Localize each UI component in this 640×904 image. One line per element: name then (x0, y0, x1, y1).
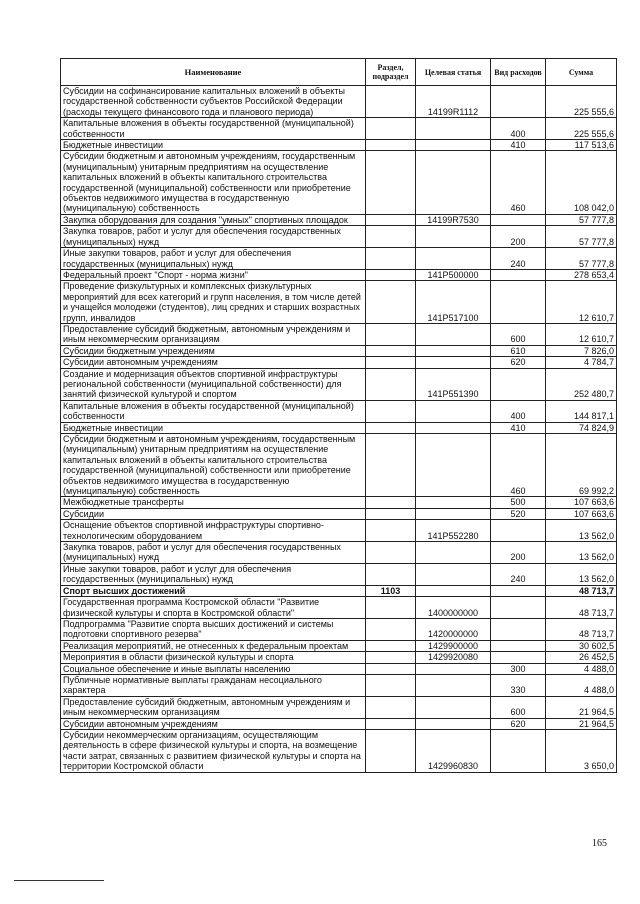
row-name: Иные закупки товаров, работ и услуг для обеспечения государственных (муниципальных) нужд (61, 248, 366, 270)
row-name: Бюджетные инвестиции (61, 140, 366, 151)
row-section (366, 323, 416, 345)
table-row (61, 652, 617, 663)
row-sum: 4 488,0 (546, 674, 617, 696)
row-section (366, 118, 416, 140)
row-sum: 48 713,7 (546, 618, 617, 640)
row-name: Подпрограмма "Развитие спорта высших достижений и системы подготовки спортивного резерва" (61, 618, 366, 640)
row-sum: 12 610,7 (546, 323, 617, 345)
row-section (366, 640, 416, 651)
row-expense (491, 640, 546, 651)
header-article: Целевая статья (416, 59, 491, 86)
table-row (61, 696, 617, 718)
table-row (61, 520, 617, 542)
row-section (366, 400, 416, 422)
row-name: Закупка товаров, работ и услуг для обеспечения государственных (муниципальных) нужд (61, 542, 366, 564)
row-article (416, 118, 491, 140)
row-name: Закупка оборудования для создания "умных" спортивных площадок (61, 214, 366, 225)
header-expense: Вид расходов (491, 59, 546, 86)
row-expense: 620 (491, 357, 546, 368)
table-row (61, 269, 617, 280)
row-article (416, 508, 491, 519)
row-expense (491, 729, 546, 772)
row-section (366, 281, 416, 324)
row-section (366, 214, 416, 225)
table-row (61, 542, 617, 564)
row-expense: 460 (491, 434, 546, 497)
row-section (366, 520, 416, 542)
table-header (61, 59, 617, 86)
row-section (366, 422, 416, 433)
row-expense: 200 (491, 226, 546, 248)
row-article (416, 718, 491, 729)
row-article: 1400000000 (416, 597, 491, 619)
row-expense (491, 597, 546, 619)
table-row (61, 618, 617, 640)
row-expense: 600 (491, 696, 546, 718)
table-row (61, 368, 617, 400)
row-section (366, 563, 416, 585)
row-section (366, 508, 416, 519)
table-row (61, 508, 617, 519)
table-row (61, 640, 617, 651)
row-section (366, 226, 416, 248)
table-row (61, 729, 617, 772)
row-section (366, 434, 416, 497)
row-article: 14199R1112 (416, 86, 491, 118)
row-section (366, 497, 416, 508)
row-name: Государственная программа Костромской области "Развитие физической культуры и спорта в Костромской области" (61, 597, 366, 619)
row-section (366, 729, 416, 772)
row-article: 1429960830 (416, 729, 491, 772)
row-name: Создание и модернизация объектов спортивной инфраструктуры региональной собственности (муниципальной собственности) для занятий физической культурой и спортом (61, 368, 366, 400)
row-article (416, 585, 491, 596)
row-section (366, 542, 416, 564)
row-expense: 620 (491, 718, 546, 729)
table-row (61, 151, 617, 214)
row-name: Публичные нормативные выплаты гражданам несоциального характера (61, 674, 366, 696)
row-article: 1429920080 (416, 652, 491, 663)
table-row (61, 422, 617, 433)
row-expense: 600 (491, 323, 546, 345)
row-section (366, 151, 416, 214)
row-name: Иные закупки товаров, работ и услуг для обеспечения государственных (муниципальных) нужд (61, 563, 366, 585)
row-section: 1103 (366, 585, 416, 596)
row-section (366, 86, 416, 118)
table-row (61, 718, 617, 729)
footer-rule (14, 880, 104, 881)
table-row (61, 434, 617, 497)
row-article: 141P500000 (416, 269, 491, 280)
row-expense: 410 (491, 140, 546, 151)
table-row (61, 226, 617, 248)
row-article (416, 248, 491, 270)
table-row (61, 663, 617, 674)
table-row (61, 674, 617, 696)
page-number: 165 (592, 838, 607, 849)
table-row (61, 585, 617, 596)
row-article (416, 674, 491, 696)
row-sum: 107 663,6 (546, 508, 617, 519)
table-row (61, 214, 617, 225)
row-expense (491, 281, 546, 324)
row-article (416, 542, 491, 564)
header-sum: Сумма (546, 59, 617, 86)
row-sum: 108 042,0 (546, 151, 617, 214)
table-row (61, 323, 617, 345)
row-sum: 13 562,0 (546, 542, 617, 564)
row-sum: 117 513,6 (546, 140, 617, 151)
row-expense (491, 86, 546, 118)
row-section (366, 696, 416, 718)
row-article (416, 151, 491, 214)
row-sum: 21 964,5 (546, 696, 617, 718)
row-section (366, 368, 416, 400)
table-row (61, 140, 617, 151)
row-article: 141P552280 (416, 520, 491, 542)
row-section (366, 618, 416, 640)
row-sum: 69 992,2 (546, 434, 617, 497)
row-sum: 144 817,1 (546, 400, 617, 422)
row-expense: 610 (491, 345, 546, 356)
row-sum: 278 653,4 (546, 269, 617, 280)
table-row (61, 400, 617, 422)
row-name: Субсидии бюджетным учреждениям (61, 345, 366, 356)
row-article (416, 563, 491, 585)
row-sum: 3 650,0 (546, 729, 617, 772)
row-expense: 200 (491, 542, 546, 564)
row-article (416, 323, 491, 345)
row-name: Закупка товаров, работ и услуг для обеспечения государственных (муниципальных) нужд (61, 226, 366, 248)
row-sum: 30 602,5 (546, 640, 617, 651)
row-expense: 460 (491, 151, 546, 214)
row-section (366, 663, 416, 674)
row-sum: 48 713,7 (546, 585, 617, 596)
row-article (416, 422, 491, 433)
row-article (416, 497, 491, 508)
row-expense: 400 (491, 400, 546, 422)
row-sum: 12 610,7 (546, 281, 617, 324)
row-name: Субсидии автономным учреждениям (61, 357, 366, 368)
row-expense (491, 585, 546, 596)
row-article (416, 400, 491, 422)
row-sum: 4 488,0 (546, 663, 617, 674)
row-sum: 4 784,7 (546, 357, 617, 368)
row-section (366, 269, 416, 280)
row-name: Оснащение объектов спортивной инфраструктуры спортивно-технологическим оборудованием (61, 520, 366, 542)
table-row (61, 118, 617, 140)
row-name: Бюджетные инвестиции (61, 422, 366, 433)
row-expense: 410 (491, 422, 546, 433)
table-body (61, 86, 617, 773)
row-section (366, 674, 416, 696)
table-row (61, 345, 617, 356)
row-article (416, 434, 491, 497)
row-sum: 21 964,5 (546, 718, 617, 729)
row-article (416, 696, 491, 718)
row-article: 14199R7530 (416, 214, 491, 225)
row-section (366, 357, 416, 368)
row-sum: 225 555,6 (546, 86, 617, 118)
row-name: Капитальные вложения в объекты государственной (муниципальной) собственности (61, 400, 366, 422)
header-section: Раздел, подраздел (366, 59, 416, 86)
row-article: 1420000000 (416, 618, 491, 640)
budget-table (60, 58, 617, 773)
table-row (61, 497, 617, 508)
table-row (61, 248, 617, 270)
row-name: Капитальные вложения в объекты государственной (муниципальной) собственности (61, 118, 366, 140)
row-expense (491, 269, 546, 280)
row-sum: 26 452,5 (546, 652, 617, 663)
row-name: Проведение физкультурных и комплексных физкультурных мероприятий для всех категорий и групп населения, в том числе детей и учащейся молодежи (студентов), лиц средних и старших возрастных групп, инвалидов (61, 281, 366, 324)
row-sum: 57 777,8 (546, 226, 617, 248)
row-article: 1429900000 (416, 640, 491, 651)
row-article: 141P517100 (416, 281, 491, 324)
table-row (61, 597, 617, 619)
table-row (61, 563, 617, 585)
row-expense (491, 520, 546, 542)
row-expense: 330 (491, 674, 546, 696)
row-name: Субсидии на софинансирование капитальных вложений в объекты государственной собственности субъектов Российской Федерации (расходы текущего финансового года и планового периода) (61, 86, 366, 118)
header-name: Наименование (61, 59, 366, 86)
row-article (416, 345, 491, 356)
row-section (366, 248, 416, 270)
row-expense: 400 (491, 118, 546, 140)
row-name: Спорт высших достижений (61, 585, 366, 596)
row-sum: 252 480,7 (546, 368, 617, 400)
row-name: Социальное обеспечение и иные выплаты населению (61, 663, 366, 674)
row-sum: 57 777,8 (546, 214, 617, 225)
row-name: Субсидии бюджетным и автономным учреждениям, государственным (муниципальным) унитарным предприятиям на осуществление капитальных вложений в объекты капитального строительства государственной (муниципальной) собственности или приобретение объектов недвижимого имущества в государственную (муниципальную) собственность (61, 151, 366, 214)
row-sum: 13 562,0 (546, 563, 617, 585)
row-article (416, 226, 491, 248)
table-row (61, 281, 617, 324)
row-expense (491, 652, 546, 663)
row-name: Предоставление субсидий бюджетным, автономным учреждениям и иным некоммерческим организациям (61, 323, 366, 345)
row-sum: 7 826,0 (546, 345, 617, 356)
row-sum: 225 555,6 (546, 118, 617, 140)
row-expense (491, 618, 546, 640)
row-article: 141P551390 (416, 368, 491, 400)
row-sum: 107 663,6 (546, 497, 617, 508)
row-name: Мероприятия в области физической культуры и спорта (61, 652, 366, 663)
row-name: Субсидии автономным учреждениям (61, 718, 366, 729)
table-row (61, 357, 617, 368)
row-expense: 240 (491, 248, 546, 270)
row-section (366, 718, 416, 729)
row-article (416, 663, 491, 674)
row-name: Межбюджетные трансферты (61, 497, 366, 508)
row-sum: 74 824,9 (546, 422, 617, 433)
row-sum: 57 777,8 (546, 248, 617, 270)
row-name: Субсидии (61, 508, 366, 519)
table-row (61, 86, 617, 118)
row-article (416, 140, 491, 151)
row-sum: 13 562,0 (546, 520, 617, 542)
row-section (366, 140, 416, 151)
row-sum: 48 713,7 (546, 597, 617, 619)
row-section (366, 345, 416, 356)
row-article (416, 357, 491, 368)
row-expense (491, 214, 546, 225)
row-expense: 300 (491, 663, 546, 674)
row-section (366, 652, 416, 663)
row-section (366, 597, 416, 619)
row-name: Субсидии некоммерческим организациям, осуществляющим деятельность в сфере физической культуры и спорта, на возмещение части затрат, связанных с развитием физической культуры и спорта на территории Костромской области (61, 729, 366, 772)
row-expense (491, 368, 546, 400)
row-expense: 500 (491, 497, 546, 508)
row-name: Субсидии бюджетным и автономным учреждениям, государственным (муниципальным) унитарным предприятиям на осуществление капитальных вложений в объекты капитального строительства государственной (муниципальной) собственности или приобретение объектов недвижимого имущества в государственную (муниципальную) собственность (61, 434, 366, 497)
row-expense: 520 (491, 508, 546, 519)
row-expense: 240 (491, 563, 546, 585)
row-name: Реализация мероприятий, не отнесенных к федеральным проектам (61, 640, 366, 651)
row-name: Предоставление субсидий бюджетным, автономным учреждениям и иным некоммерческим организациям (61, 696, 366, 718)
row-name: Федеральный проект "Спорт - норма жизни" (61, 269, 366, 280)
